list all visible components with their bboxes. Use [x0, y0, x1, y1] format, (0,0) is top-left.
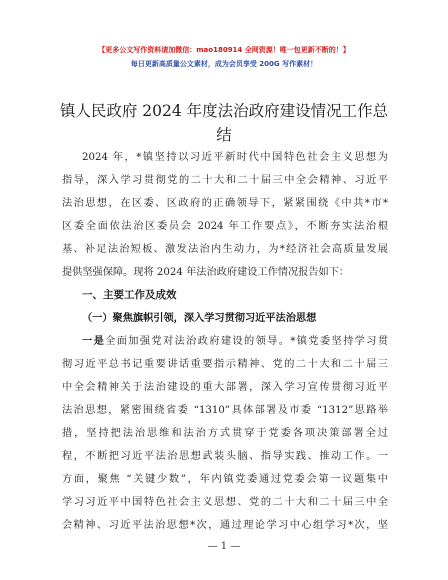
paragraph-line: 法治思想，紧密围绕省委 “1310”具体部署及市委 “1312”思路举	[62, 405, 388, 416]
document-title-line-1: 镇人民政府 2024 年度法治政府建设情况工作总	[59, 102, 389, 120]
promo-line-1: 【更多公文写作资料请加微信：mao180914 全网资源！唯一包更新不断的！】	[98, 46, 350, 54]
paragraph-lead: 一是	[82, 335, 106, 347]
paragraph-line: 彻习近平总书记重要讲话重要指示精神、党的二十大和二十届三	[62, 359, 388, 370]
section-heading: 一、主要工作及成效	[82, 289, 177, 301]
page-number: — 1 —	[207, 541, 241, 552]
promo-line-2: 每日更新高质量公文素材，成为会员享受 200G 写作素材！	[130, 60, 318, 68]
paragraph-line: 程，不断把习近平法治思想武装头脑、指导实践、推动工作。一	[62, 451, 388, 462]
intro-line: 指导，深入学习贯彻党的二十大和二十届三中全会精神、习近平	[62, 175, 388, 186]
intro-line: 提供坚强保障。现将 2024 年法治政府建设工作情况报告如下：	[62, 267, 350, 278]
intro-line: 2024 年，*镇坚持以习近平新时代中国特色社会主义思想为	[82, 152, 388, 163]
subsection-heading: （一）聚焦旗帜引领，深入学习贯彻习近平法治思想	[82, 312, 317, 324]
intro-line: 区委全面依法治区委员会 2024 年工作要点》，不断夯实法治根	[62, 221, 388, 232]
paragraph-line: 学习习近平中国特色社会主义思想、党的二十大和二十届三中全	[62, 497, 388, 508]
paragraph-line-first	[82, 330, 388, 353]
paragraph-line: 措，坚持把法治思维和法治方式贯穿于党委各项决策部署全过	[62, 428, 388, 439]
paragraph-line: 中全会精神关于法治建设的重大部署，深入学习宣传贯彻习近平	[62, 382, 388, 393]
document-title-line-2: 结	[216, 126, 232, 144]
intro-line: 法治思想，在区委、区政府的正确领导下，紧紧围绕《中共*市*	[62, 198, 388, 209]
paragraph-line: 会精神、习近平法治思想*次，通过理论学习中心组学习*次，坚	[62, 520, 388, 531]
paragraph-lead-rest: 全面加强党对法治政府建设的领导。*镇党委坚持学习贯	[105, 336, 389, 347]
intro-line: 基、补足法治短板、激发法治内生动力，为*经济社会高质量发展	[62, 244, 388, 255]
paragraph-line: 方面，聚焦 “关键少数”，年内镇党委通过党委会第一议题集中	[62, 474, 388, 485]
